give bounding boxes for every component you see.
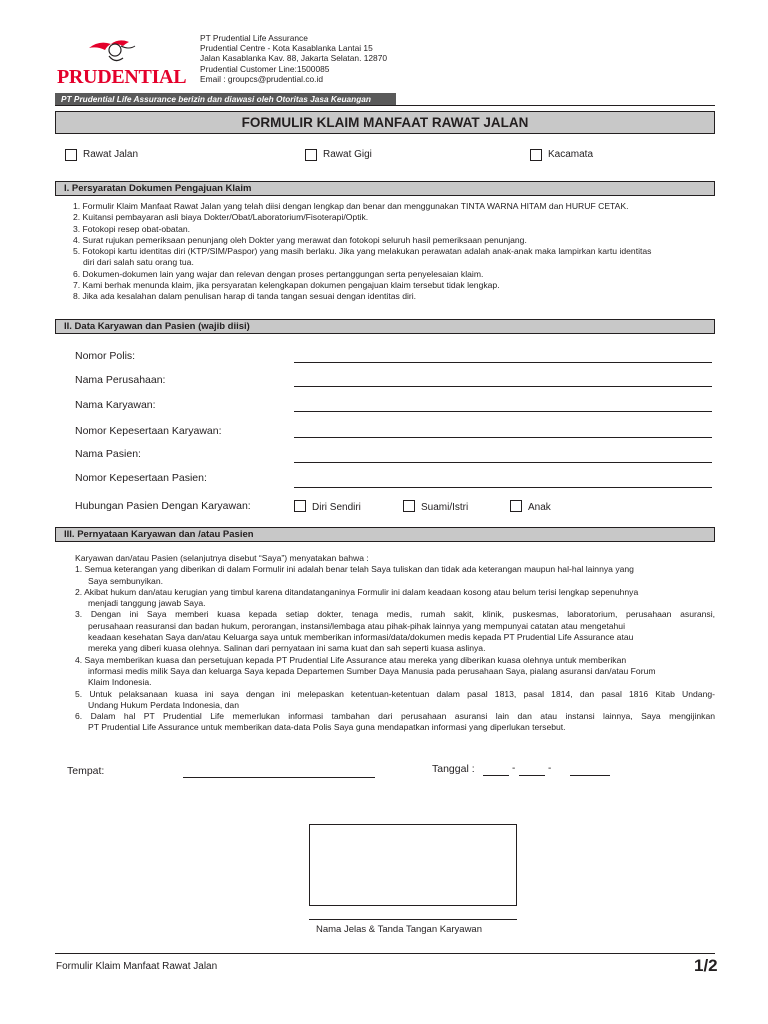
declaration-item: 3. Dengan ini Saya memberi kuasa kepada setiap dokter, tenaga medis, rumah sakit, klinik, puskesmas, laboratorium, perusahaan asuransi, — [75, 609, 715, 620]
section-2-heading: II. Data Karyawan dan Pasien (wajib diisi) — [55, 319, 715, 334]
input-nama-perusahaan[interactable] — [294, 386, 712, 387]
label-nomor-polis: Nomor Polis: — [75, 350, 136, 362]
requirement-item: 2. Kuitansi pembayaran asli biaya Dokter/Obat/Laboratorium/Fisoterapi/Optik. — [73, 212, 369, 223]
declaration-item-continued: Saya sembunyikan. — [88, 575, 163, 586]
footer-form-title: Formulir Klaim Manfaat Rawat Jalan — [56, 961, 218, 972]
input-tanggal-tahun[interactable] — [570, 775, 610, 776]
input-nomor-polis[interactable] — [294, 362, 712, 363]
checkbox-anak[interactable] — [510, 500, 522, 512]
prudential-logo — [57, 36, 187, 90]
label-nama-perusahaan: Nama Perusahaan: — [75, 374, 166, 386]
input-nama-pasien[interactable] — [294, 462, 712, 463]
label-tempat: Tempat: — [67, 765, 105, 777]
company-email: Email : groupcs@prudential.co.id — [200, 73, 324, 84]
company-name: PT Prudential Life Assurance — [200, 33, 308, 43]
checkbox-rawat-jalan[interactable] — [65, 149, 77, 161]
declaration-text — [75, 553, 715, 734]
declaration-item: 2. Akibat hukum dan/atau kerugian yang timbul karena ditandatanganinya Formulir ini dalam keadaan kosong atau belum terisi lengkap sepenuhnya — [75, 586, 639, 597]
checkbox-kacamata[interactable] — [530, 149, 542, 161]
declaration-item-continued: keadaan kesehatan Saya dan/atau Keluarga saya untuk memberikan informasi/data/dokumen medis kepada PT Prudential Life Assurance atau — [88, 632, 634, 643]
input-tanggal-bulan[interactable] — [519, 775, 545, 776]
requirement-item: 8. Jika ada kesalahan dalam penulisan harap di tanda tangan sesuai dengan identitas diri. — [73, 291, 417, 302]
input-tempat[interactable] — [183, 777, 375, 778]
input-nomor-kepesertaan-karyawan[interactable] — [294, 437, 712, 438]
checkbox-label-anak: Anak — [528, 502, 551, 513]
company-building: Prudential Centre - Kota Kasablanka Lantai 15 — [200, 43, 373, 54]
date-separator: - — [548, 763, 552, 774]
requirement-item: 7. Kami berhak menunda klaim, jika persyaratan kelengkapan dokumen pengajuan klaim tersebut tidak lengkap. — [73, 280, 500, 291]
input-nomor-kepesertaan-pasien[interactable] — [294, 487, 712, 488]
checkbox-label-kacamata: Kacamata — [548, 149, 594, 160]
checkbox-label-rawat-jalan: Rawat Jalan — [83, 149, 139, 160]
declaration-item-continued: informasi medis milik Saya dan keluarga Saya kepada Departemen Sumber Daya Manusia pada perusahaan Saya, pialang asuransi dan/atau Forum — [88, 665, 656, 676]
regulation-notice: PT Prudential Life Assurance berizin dan diawasi oleh Otoritas Jasa Keuangan — [55, 93, 396, 105]
declaration-item-continued: Klaim Indonesia. — [88, 677, 152, 688]
label-nomor-kepesertaan-karyawan: Nomor Kepesertaan Karyawan: — [75, 425, 222, 437]
declaration-item: 6. Dalam hal PT Prudential Life memerlukan informasi tambahan dari perusahaan asuransi lain dan atau instansi lainnya, Saya mengijinkan — [75, 711, 715, 722]
company-address-block — [200, 33, 387, 84]
declaration-item-continued: menjadi tanggung jawab Saya. — [88, 598, 206, 609]
declaration-item: 4. Saya memberikan kuasa dan persetujuan kepada PT Prudential Life Assurance atau mereka yang diberikan kuasa olehnya untuk memberikan — [75, 654, 627, 665]
signature-caption: Nama Jelas & Tanda Tangan Karyawan — [316, 924, 483, 935]
form-title: FORMULIR KLAIM MANFAAT RAWAT JALAN — [55, 111, 715, 134]
checkbox-rawat-gigi[interactable] — [305, 149, 317, 161]
checkbox-suami-istri[interactable] — [403, 500, 415, 512]
declaration-item-continued: PT Prudential Life Assurance untuk memberikan data-data Polis Saya guna mendapatkan informasi yang diperlukan tersebut. — [88, 722, 566, 733]
requirement-item: 4. Surat rujukan pemeriksaan penunjang oleh Dokter yang merawat dan fotokopi seluruh hasil pemeriksaan penunjang. — [73, 234, 527, 245]
section-1-heading: I. Persyaratan Dokumen Pengajuan Klaim — [55, 181, 715, 196]
prudence-figure-icon — [85, 36, 145, 66]
declaration-item: 5. Untuk pelaksanaan kuasa ini saya dengan ini melepaskan ketentuan-ketentuan dalam pasal 1813, pasal 1814, dan pasal 1816 Kitab Undang- — [75, 688, 715, 699]
requirement-item: 3. Fotokopi resep obat-obatan. — [73, 223, 191, 234]
declaration-intro: Karyawan dan/atau Pasien (selanjutnya disebut “Saya”) menyatakan bahwa : — [75, 553, 369, 563]
section-3-heading: III. Pernyataan Karyawan dan /atau Pasien — [55, 527, 715, 542]
requirement-item: 1. Formulir Klaim Manfaat Rawat Jalan yang telah diisi dengan lengkap dan benar dan menggunakan TINTA WARNA HITAM dan HURUF CETAK. — [73, 201, 629, 211]
date-separator: - — [512, 763, 516, 774]
page-number: 1/2 — [694, 956, 718, 975]
declaration-item: 1. Semua keterangan yang diberikan di dalam Formulir ini adalah benar telah Saya tuliskan dan tidak ada keterangan maupun hal-hal lainnya yang — [75, 564, 634, 575]
input-nama-karyawan[interactable] — [294, 411, 712, 412]
requirement-item: 6. Dokumen-dokumen lain yang wajar dan relevan dengan proses pertanggungan serta penyelesaian klaim. — [73, 268, 484, 279]
requirement-item: 5. Fotokopi kartu identitas diri (KTP/SIM/Paspor) yang masih berlaku. Jika yang melakukan perawatan adalah anak-anak maka lampirkan kartu identitas — [73, 246, 652, 257]
checkbox-label-diri-sendiri: Diri Sendiri — [312, 502, 361, 513]
requirement-item-continued: diri dari salah satu orang tua. — [83, 257, 194, 268]
label-tanggal: Tanggal : — [432, 763, 475, 775]
company-customer-line: Prudential Customer Line:1500085 — [200, 63, 330, 74]
signature-box[interactable] — [309, 824, 517, 906]
checkbox-diri-sendiri[interactable] — [294, 500, 306, 512]
checkbox-label-rawat-gigi: Rawat Gigi — [323, 149, 372, 160]
label-hubungan-pasien: Hubungan Pasien Dengan Karyawan: — [75, 500, 251, 512]
input-tanggal-hari[interactable] — [483, 775, 509, 776]
label-nomor-kepesertaan-pasien: Nomor Kepesertaan Pasien: — [75, 472, 207, 484]
signature-line — [309, 919, 517, 920]
label-nama-karyawan: Nama Karyawan: — [75, 399, 156, 411]
requirements-list — [73, 201, 718, 303]
logo-wordmark: PRUDENTIAL — [57, 66, 187, 88]
label-nama-pasien: Nama Pasien: — [75, 448, 141, 460]
company-street: Jalan Kasablanka Kav. 88, Jakarta Selatan. 12870 — [200, 53, 388, 64]
declaration-item-continued: mereka yang diberi kuasa olehnya. Salinan dari pernyataan ini sama kuat dan sah seperti kuasa aslinya. — [88, 643, 486, 654]
checkbox-label-suami-istri: Suami/Istri — [421, 502, 469, 513]
declaration-item-continued: perusahaan reasuransi dan badan hukum, perorangan, instansi/lembaga atau pihak-pihak lainnya yang mempunyai catatan atau mengetahui — [88, 620, 625, 631]
footer-divider — [55, 953, 715, 954]
declaration-item-continued: Undang Hukum Perdata Indonesia, dan — [88, 699, 239, 710]
header-divider — [55, 105, 715, 106]
